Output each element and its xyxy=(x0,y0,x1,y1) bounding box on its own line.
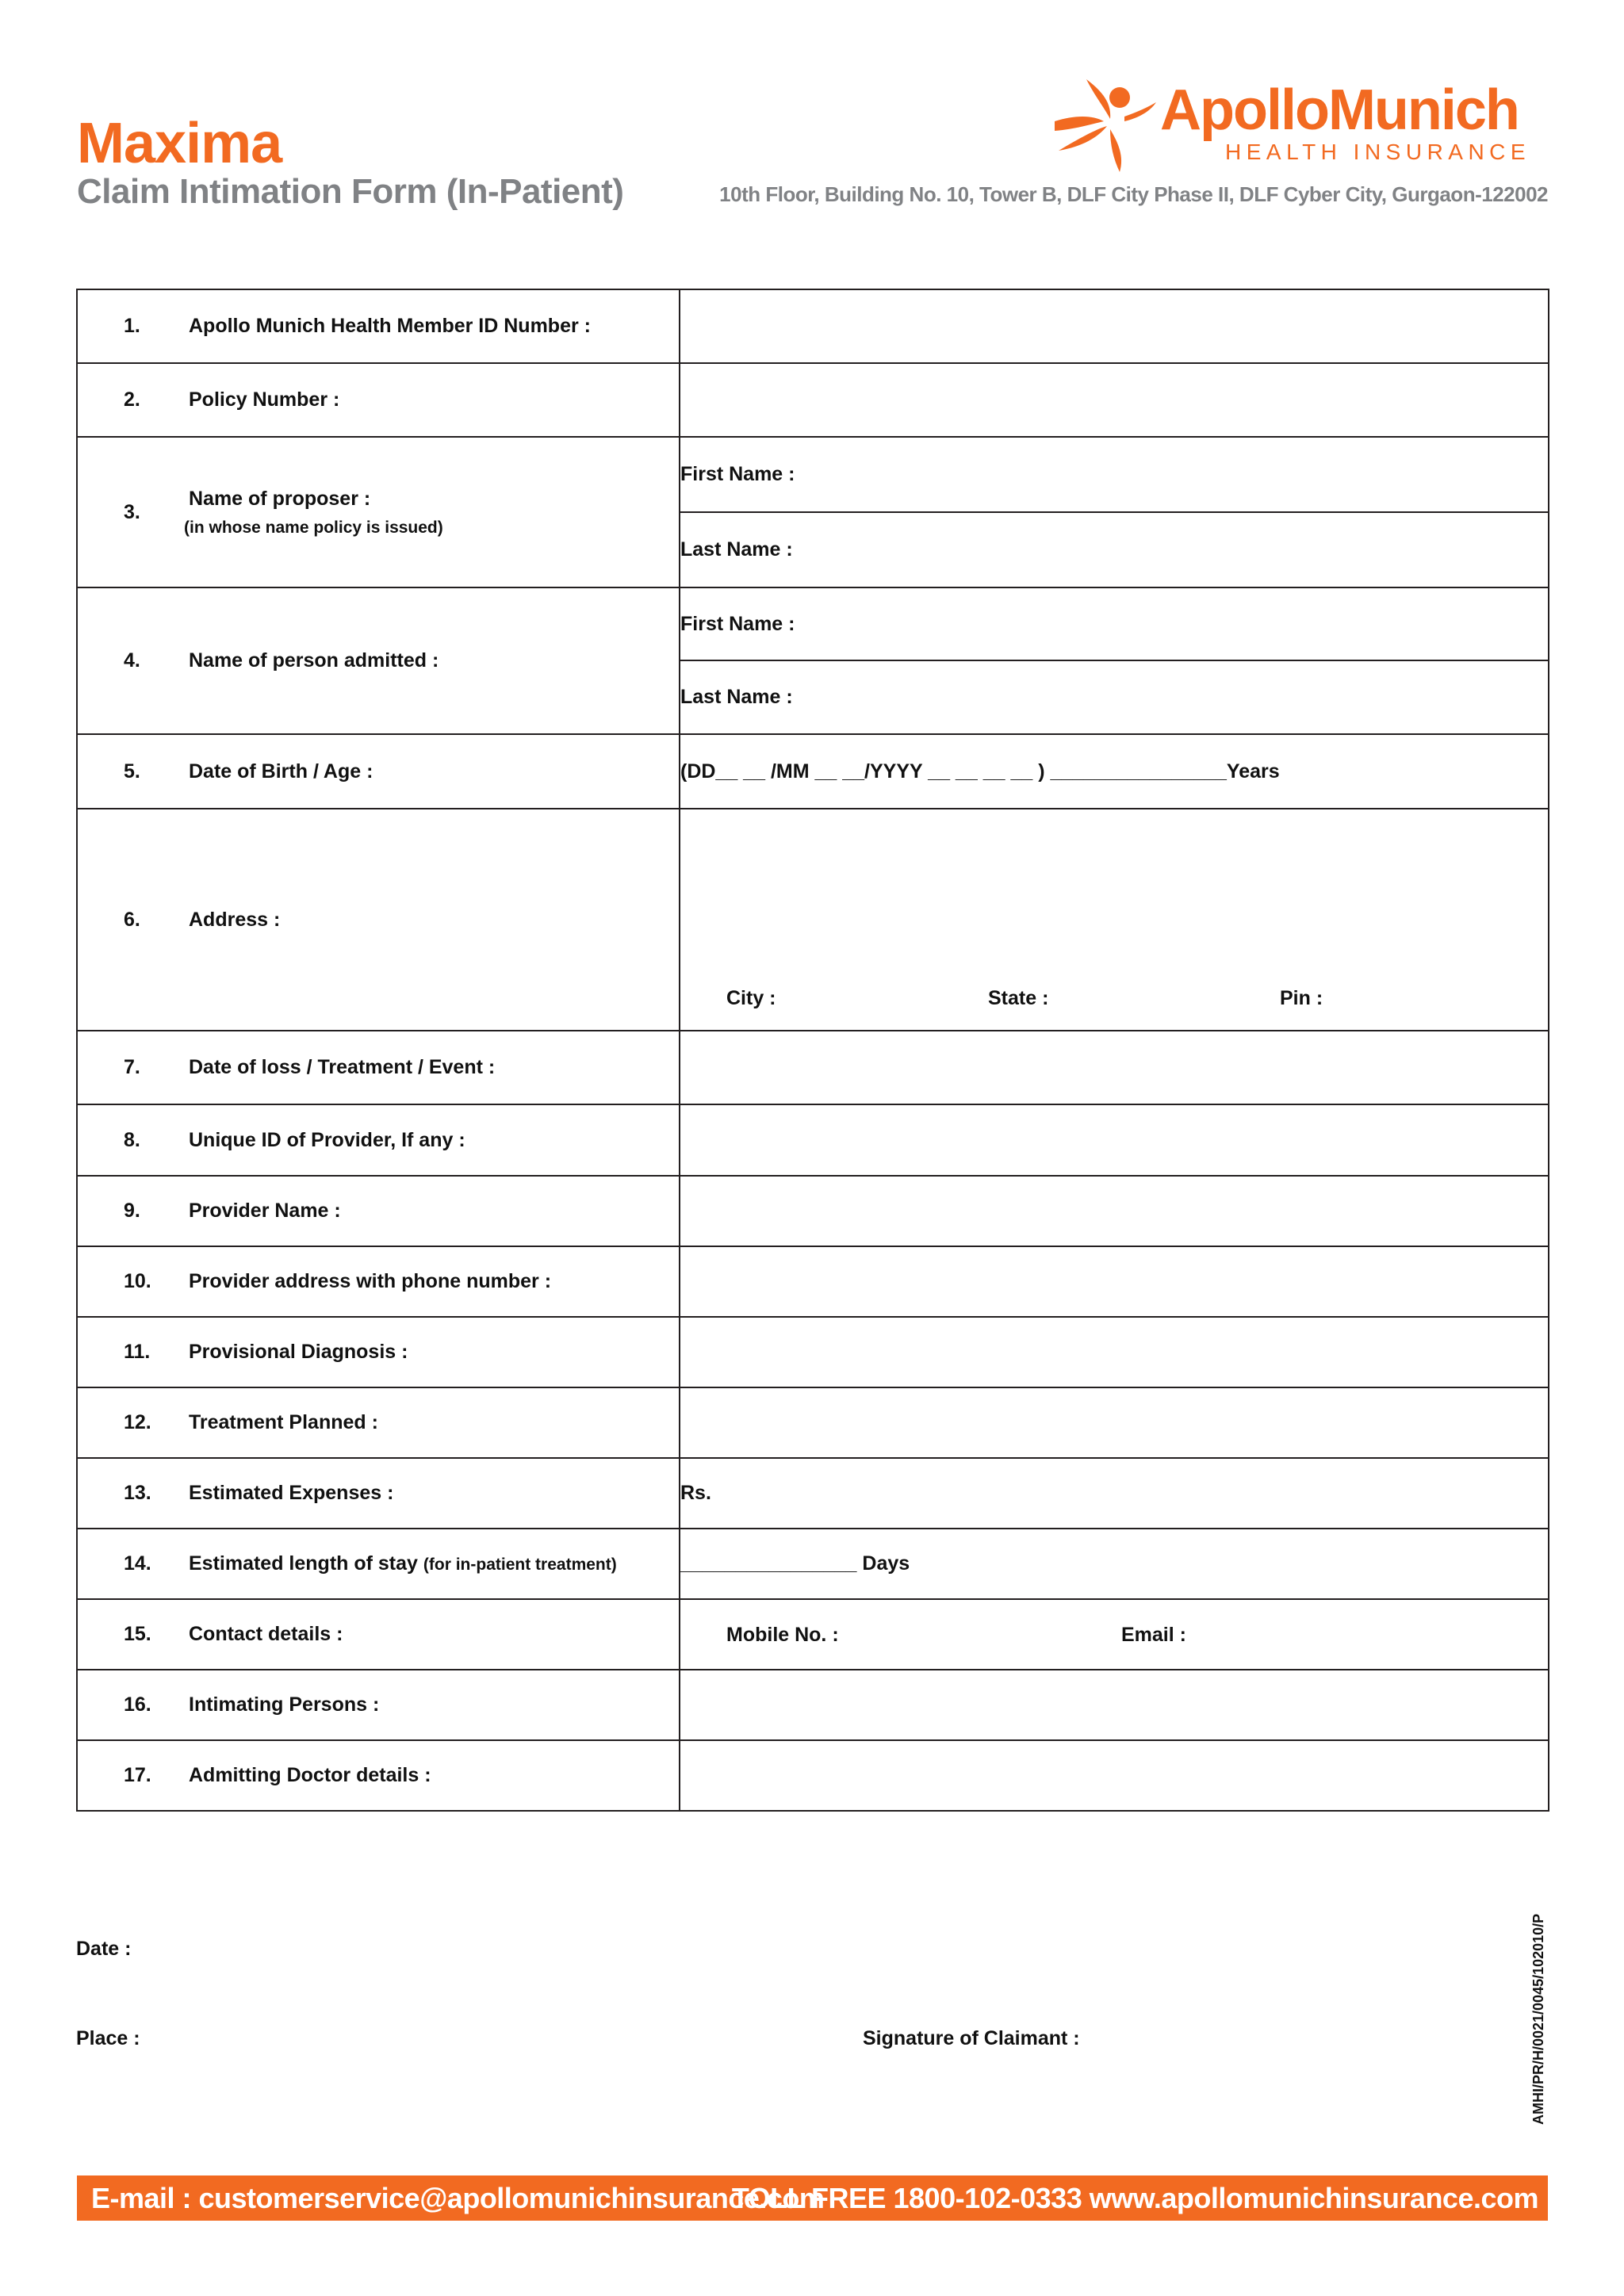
intimating-persons-field[interactable] xyxy=(680,1670,1549,1740)
row-label: Admitting Doctor details : xyxy=(189,1764,431,1786)
place-label: Place : xyxy=(76,2027,140,2049)
email-label: Email : xyxy=(1121,1623,1186,1646)
contact-details-field[interactable] xyxy=(680,1599,1549,1670)
state-label: State : xyxy=(988,987,1049,1009)
table-row xyxy=(77,1246,1549,1317)
row-number: 11. xyxy=(124,1341,151,1363)
proposer-last-name-field[interactable] xyxy=(680,512,1549,587)
row-number: 15. xyxy=(124,1623,151,1645)
reference-code: AMHI/PR/H/0021/0045/102010/P xyxy=(1530,1913,1546,2125)
table-row xyxy=(77,1387,1549,1458)
row-number: 3. xyxy=(124,500,140,523)
row-label: Provisional Diagnosis : xyxy=(189,1341,408,1363)
table-row xyxy=(77,437,1549,512)
logo-name: ApolloMunich xyxy=(1160,78,1519,142)
proposer-first-name-field[interactable] xyxy=(680,437,1549,512)
row-number: 8. xyxy=(124,1128,140,1151)
city-label: City : xyxy=(726,987,776,1009)
row-label: Contact details : xyxy=(189,1623,343,1645)
table-row xyxy=(77,363,1549,437)
row-number: 13. xyxy=(124,1482,151,1504)
treatment-planned-field[interactable] xyxy=(680,1387,1549,1458)
address-field[interactable] xyxy=(680,809,1549,1031)
row-sublabel: (in whose name policy is issued) xyxy=(184,518,443,537)
footer-email[interactable]: E-mail : customerservice@apollomunichinsurance.com xyxy=(91,2182,825,2214)
row-label: Policy Number : xyxy=(189,388,340,411)
provider-id-field[interactable] xyxy=(680,1104,1549,1176)
row-label: Provider Name : xyxy=(189,1200,341,1222)
row-label: Provider address with phone number : xyxy=(189,1270,552,1292)
table-row xyxy=(77,1458,1549,1529)
row-number: 4. xyxy=(124,649,140,672)
provider-address-field[interactable] xyxy=(680,1246,1549,1317)
row-label: Date of Birth / Age : xyxy=(189,760,373,783)
last-name-label: Last Name : xyxy=(680,686,793,708)
logo-subtitle: HEALTH INSURANCE xyxy=(1225,140,1531,164)
first-name-label: First Name : xyxy=(680,612,795,635)
row-label: Estimated length of stay xyxy=(189,1552,418,1575)
table-row xyxy=(77,587,1549,660)
row-number: 10. xyxy=(124,1270,151,1292)
date-of-loss-field[interactable] xyxy=(680,1031,1549,1104)
row-number: 5. xyxy=(124,760,140,783)
row-label: Name of person admitted : xyxy=(189,649,439,672)
table-row xyxy=(77,1031,1549,1104)
footer-tollfree-website[interactable]: TOLL FREE 1800-102-0333 www.apollomunichinsurance.com xyxy=(731,2182,1538,2214)
estimated-expenses-field[interactable] xyxy=(680,1458,1549,1529)
table-row xyxy=(77,1670,1549,1740)
table-row xyxy=(77,1529,1549,1599)
diagnosis-field[interactable] xyxy=(680,1317,1549,1387)
row-number: 12. xyxy=(124,1411,151,1433)
row-number: 2. xyxy=(124,388,140,411)
row-label: Apollo Munich Health Member ID Number : xyxy=(189,315,591,337)
table-row xyxy=(77,1317,1549,1387)
row-number: 14. xyxy=(124,1552,151,1575)
row-label: Address : xyxy=(189,908,281,931)
dob-format-text: (DD__ __ /MM __ __/YYYY __ __ __ __ ) ________________Years xyxy=(680,760,1280,783)
admitting-doctor-field[interactable] xyxy=(680,1740,1549,1811)
date-label: Date : xyxy=(76,1938,132,1960)
last-name-label: Last Name : xyxy=(680,538,793,561)
company-address: 10th Floor, Building No. 10, Tower B, DLF City Phase II, DLF Cyber City, Gurgaon-122002 xyxy=(719,182,1548,206)
row-label: Name of proposer : xyxy=(189,487,371,510)
row-number: 17. xyxy=(124,1764,151,1786)
admitted-last-name-field[interactable] xyxy=(680,660,1549,734)
table-row xyxy=(77,734,1549,809)
member-id-field[interactable] xyxy=(680,289,1549,363)
table-row xyxy=(77,1599,1549,1670)
policy-number-field[interactable] xyxy=(680,363,1549,437)
signature-label: Signature of Claimant : xyxy=(863,2027,1080,2049)
table-row xyxy=(77,1176,1549,1246)
table-row xyxy=(77,1104,1549,1176)
row-number: 16. xyxy=(124,1693,151,1716)
pin-label: Pin : xyxy=(1280,987,1323,1009)
row-number: 6. xyxy=(124,908,140,931)
row-label: Intimating Persons : xyxy=(189,1693,380,1716)
table-row xyxy=(77,1740,1549,1811)
row-label: Unique ID of Provider, If any : xyxy=(189,1128,465,1151)
row-number: 9. xyxy=(124,1200,140,1222)
admitted-first-name-field[interactable] xyxy=(680,587,1549,660)
row-label-note: (for in-patient treatment) xyxy=(423,1556,617,1574)
table-row xyxy=(77,289,1549,363)
first-name-label: First Name : xyxy=(680,463,795,485)
dob-age-field[interactable] xyxy=(680,734,1549,809)
table-row xyxy=(77,809,1549,1031)
form-title: Claim Intimation Form (In-Patient) xyxy=(77,172,624,211)
length-of-stay-field[interactable] xyxy=(680,1529,1549,1599)
days-text: ________________ Days xyxy=(680,1552,910,1575)
row-number: 1. xyxy=(124,315,140,337)
row-label: Estimated Expenses : xyxy=(189,1482,394,1504)
row-label: Date of loss / Treatment / Event : xyxy=(189,1056,496,1078)
brand-title: Maxima xyxy=(77,112,282,175)
row-label: Treatment Planned : xyxy=(189,1411,378,1433)
mobile-label: Mobile No. : xyxy=(726,1623,839,1646)
provider-name-field[interactable] xyxy=(680,1176,1549,1246)
claim-form-table xyxy=(76,289,1549,1812)
rupees-label: Rs. xyxy=(680,1482,711,1504)
footer-bar xyxy=(77,2175,1548,2221)
row-number: 7. xyxy=(124,1056,140,1078)
